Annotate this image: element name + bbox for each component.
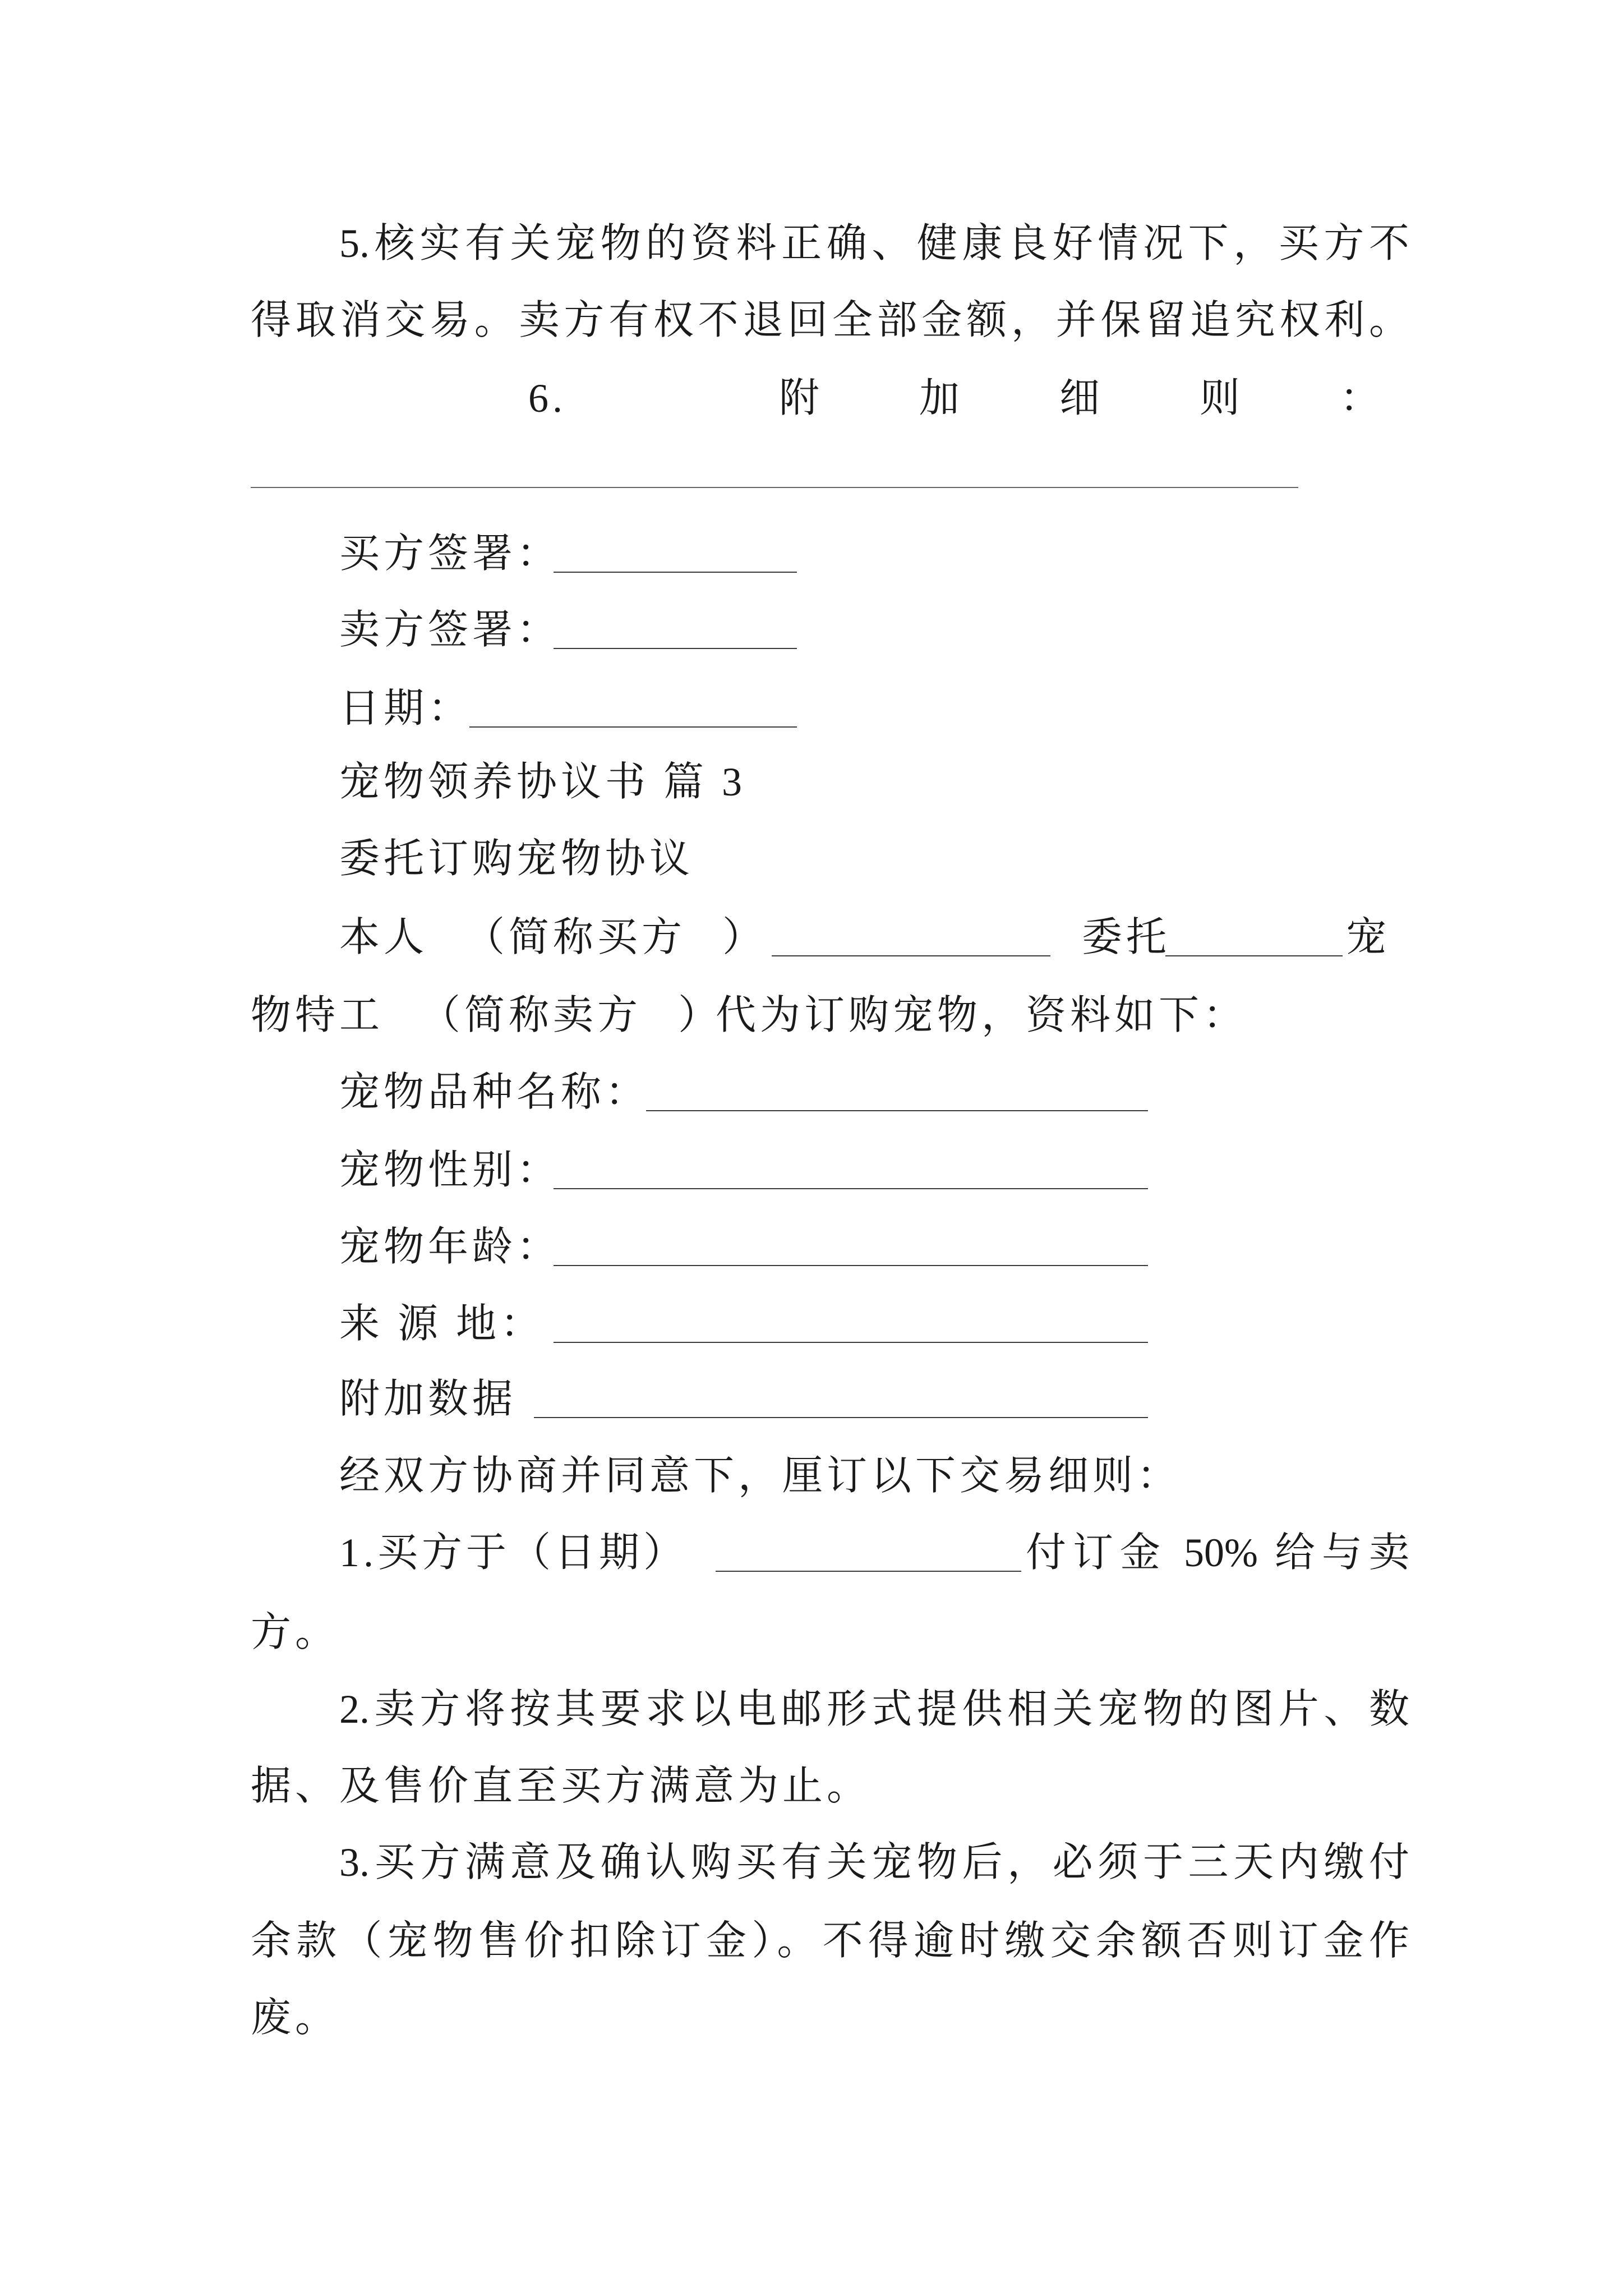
terms-intro: 经双方协商并同意下，厘订以下交易细则： [339,1453,1182,1498]
deposit-date-blank [716,1571,1021,1572]
pet-age-blank [554,1265,1148,1266]
clause-5-line-2: 得取消交易。卖方有权不退回全部金额，并保留追究权利。 [251,298,1409,343]
intro-seller-clause: 物特工 （简称卖方 ） [251,993,723,1038]
buyer-signature-label: 买方签署： [339,531,561,576]
term-3-line-3: 废。 [251,1995,340,2040]
pet-origin-blank [554,1342,1148,1343]
seller-signature-blank [554,648,797,649]
term-3-line-1: 3.买方满意及确认购买有关宠物后，必须于三天内缴付 [339,1840,1409,1885]
pet-age-label: 宠物年龄： [339,1225,561,1269]
pet-agent-name-blank [1165,955,1343,956]
term-1-line-2: 方。 [251,1610,340,1655]
pet-origin-label: 来 源 地： [339,1301,545,1346]
buyer-signature-blank [554,572,797,573]
term-2-line-1: 2.卖方将按其要求以电邮形式提供相关宠物的图片、数 [339,1687,1409,1732]
term-1-after-blank: 付订金 50% 给与卖 [1026,1530,1409,1575]
intro-buyer-clause: 本人 （简称买方 ） [339,915,767,960]
term-1-lead: 1.买方于（日期） [339,1530,688,1575]
intro-purpose: 代为订购宠物，资料如下： [716,993,1248,1038]
clause-6-title-char-2: 加 [919,376,964,421]
term-3-line-2: 余款（宠物售价扣除订金）。不得逾时缴交余额否则订金作 [251,1918,1409,1963]
extra-data-label: 附加数据 [339,1377,517,1421]
extra-data-blank [534,1417,1148,1418]
intro-entrust: 委托 [1082,915,1171,960]
seller-signature-label: 卖方签署： [339,608,561,652]
term-2-line-2: 据、及售价直至买方满意为止。 [251,1764,872,1809]
clause-6-title-char-1: 附 [779,376,824,421]
pet-gender-label: 宠物性别： [339,1148,561,1193]
buyer-name-blank [772,955,1050,956]
intro-line-1-end: 宠 [1346,915,1391,960]
pet-breed-label: 宠物品种名称： [339,1070,650,1115]
pet-gender-blank [554,1188,1148,1189]
clause-6-colon: ： [1340,376,1385,421]
clause-6-title-char-3: 细 [1059,376,1104,421]
agreement-title: 委托订购宠物协议 [339,836,694,881]
additional-terms-fill-line [251,487,1298,488]
section-heading: 宠物领养协议书 篇 3 [339,760,746,804]
date-label: 日期： [339,686,473,731]
clause-5-line-1: 5.核实有关宠物的资料正确、健康良好情况下，买方不 [339,221,1409,266]
clause-6-title-char-4: 则 [1200,376,1244,421]
date-blank [469,726,797,728]
pet-breed-blank [646,1110,1148,1111]
clause-6-number: 6. [528,376,566,421]
